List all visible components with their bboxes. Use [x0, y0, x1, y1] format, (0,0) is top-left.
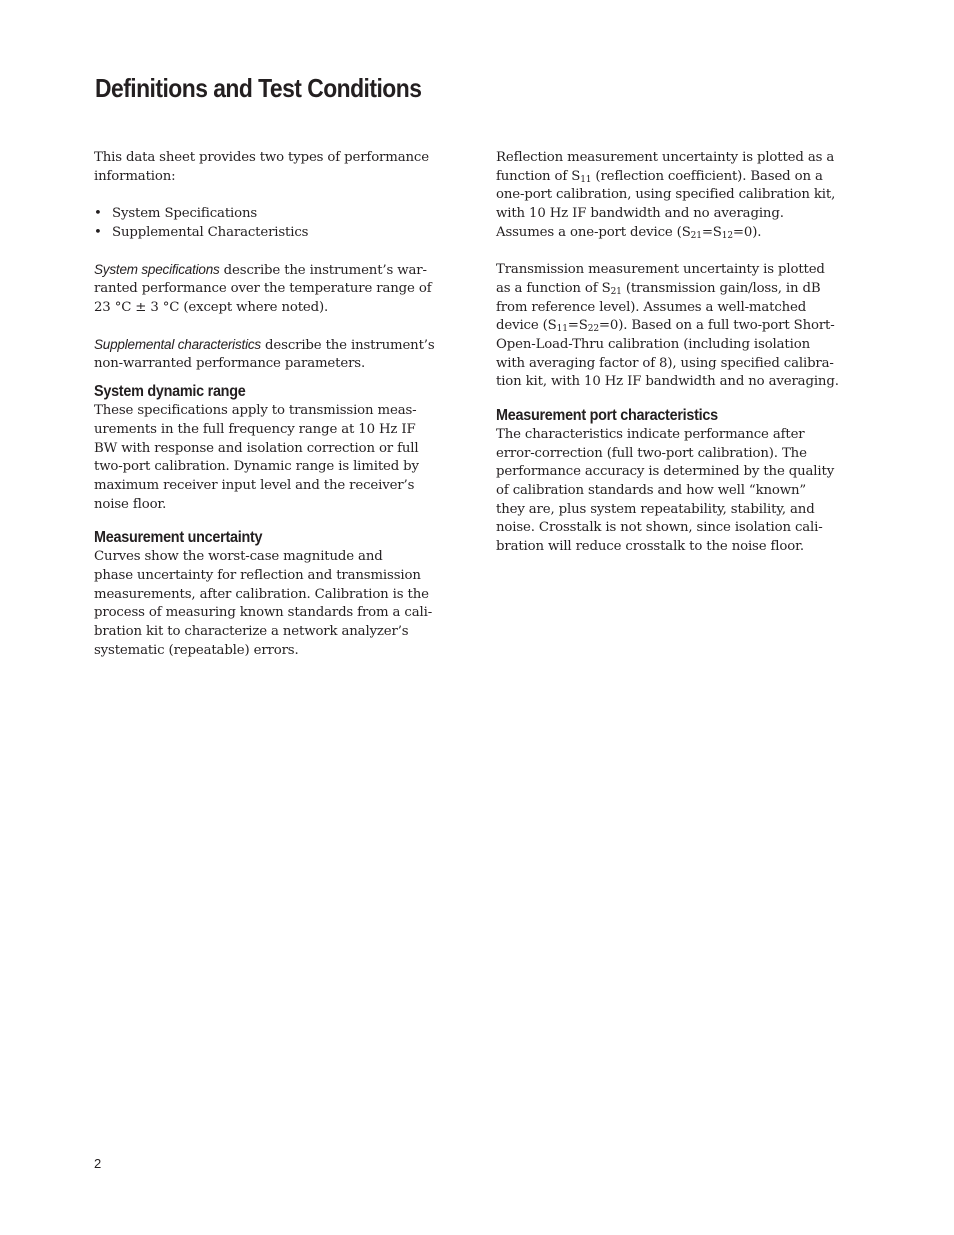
subscript: 21: [610, 286, 622, 297]
paragraph-line: Transmission measurement uncertainty is plotted: [496, 262, 825, 278]
paragraph-line: maximum receiver input level and the receiver’s: [94, 478, 415, 493]
paragraph-line: of calibration standards and how well “known”: [496, 483, 807, 498]
measurement-port-characteristics-heading: Measurement port characteristics: [496, 406, 718, 424]
list-item: [94, 224, 460, 243]
system-dynamic-range-paragraph: [94, 402, 460, 514]
system-specifications-paragraph: [94, 261, 460, 317]
intro-line: This data sheet provides two types of performance: [94, 150, 429, 165]
paragraph-line: with averaging factor of 8), using specified calibra-: [496, 355, 834, 371]
paragraph-line: BW with response and isolation correction or full: [94, 440, 419, 456]
paragraph-line: urements in the full frequency range at 10 Hz IF: [94, 421, 416, 437]
paragraph-text: =0). Based on a full two-port Short-: [598, 318, 835, 334]
paragraph-text: device (S: [496, 318, 557, 334]
paragraph-text: =S: [701, 224, 722, 240]
system-dynamic-range-heading: System dynamic range: [94, 383, 246, 401]
paragraph-text: as a function of S: [496, 280, 611, 296]
paragraph-text: describe the instrument’s war-: [219, 263, 427, 279]
transmission-uncertainty-paragraph: [496, 261, 864, 392]
page-number: 2: [94, 1156, 102, 1171]
paragraph-line: process of measuring known standards from a cali-: [94, 605, 433, 621]
paragraph-line: one-port calibration, using specified calibration kit,: [496, 187, 836, 203]
reflection-uncertainty-paragraph: [496, 149, 864, 242]
paragraph-line: Reflection measurement uncertainty is plotted as a: [496, 150, 835, 165]
paragraph-line: ranted performance over the temperature range of: [94, 280, 432, 296]
list-item: [94, 205, 460, 224]
supplemental-characteristics-term: Supplemental characteristics: [94, 336, 261, 352]
paragraph-line: bration will reduce crosstalk to the noise floor.: [496, 539, 804, 555]
paragraph-line: with 10 Hz IF bandwidth and no averaging.: [496, 206, 784, 222]
supplemental-characteristics-paragraph: [94, 336, 460, 373]
subscript: 22: [587, 324, 599, 335]
info-types-list: [94, 205, 460, 242]
measurement-uncertainty-heading: Measurement uncertainty: [94, 529, 263, 547]
paragraph-text: function of S: [496, 168, 581, 184]
paragraph-line: noise floor.: [94, 496, 167, 512]
paragraph-line: Curves show the worst-case magnitude and: [94, 549, 383, 565]
system-specifications-term: System specifications: [94, 262, 220, 278]
measurement-port-characteristics-paragraph: [496, 426, 864, 557]
paragraph-line: error-correction (full two-port calibration). The: [496, 445, 807, 461]
bullet-icon: •: [94, 206, 102, 222]
paragraph-text: (transmission gain/loss, in dB: [621, 280, 821, 296]
paragraph-line: noise. Crosstalk is not shown, since isolation cali-: [496, 520, 823, 536]
paragraph-text: Assumes a one-port device (S: [496, 224, 691, 240]
paragraph-line: The characteristics indicate performance after: [496, 426, 805, 442]
paragraph-line: 23 °C ± 3 °C (except where noted).: [94, 299, 329, 315]
paragraph-line: Open-Load-Thru calibration (including isolation: [496, 336, 810, 352]
paragraph-line: two-port calibration. Dynamic range is limited by: [94, 459, 419, 475]
paragraph-text: describe the instrument’s: [260, 337, 435, 353]
list-item-label: Supplemental Characteristics: [112, 224, 309, 240]
left-column: [94, 149, 460, 661]
bullet-icon: •: [94, 224, 102, 240]
paragraph-line: These specifications apply to transmission meas-: [94, 403, 417, 419]
subscript: 21: [690, 230, 702, 241]
paragraph-line: tion kit, with 10 Hz IF bandwidth and no averaging.: [496, 374, 839, 390]
right-column: [496, 149, 864, 557]
paragraph-line: systematic (repeatable) errors.: [94, 642, 299, 658]
subscript: 11: [580, 174, 592, 185]
paragraph-line: performance accuracy is determined by the quality: [496, 464, 835, 480]
subscript: 12: [721, 230, 733, 241]
paragraph-line: bration kit to characterize a network analyzer’s: [94, 624, 409, 640]
paragraph-line: measurements, after calibration. Calibration is the: [94, 586, 429, 602]
paragraph-line: they are, plus system repeatability, stability, and: [496, 501, 815, 517]
intro-paragraph: [94, 149, 460, 186]
paragraph-line: from reference level). Assumes a well-matched: [496, 299, 807, 315]
paragraph-line: non-warranted performance parameters.: [94, 355, 366, 371]
measurement-uncertainty-paragraph: [94, 548, 460, 660]
page-title: Definitions and Test Conditions: [95, 73, 422, 103]
subscript: 11: [556, 324, 568, 335]
paragraph-text: =0).: [732, 224, 762, 240]
paragraph-line: phase uncertainty for reflection and transmission: [94, 568, 421, 584]
paragraph-text: =S: [567, 318, 588, 334]
list-item-label: System Specifications: [112, 206, 258, 222]
paragraph-text: (reflection coefficient). Based on a: [591, 168, 823, 184]
intro-line: information:: [94, 168, 176, 184]
